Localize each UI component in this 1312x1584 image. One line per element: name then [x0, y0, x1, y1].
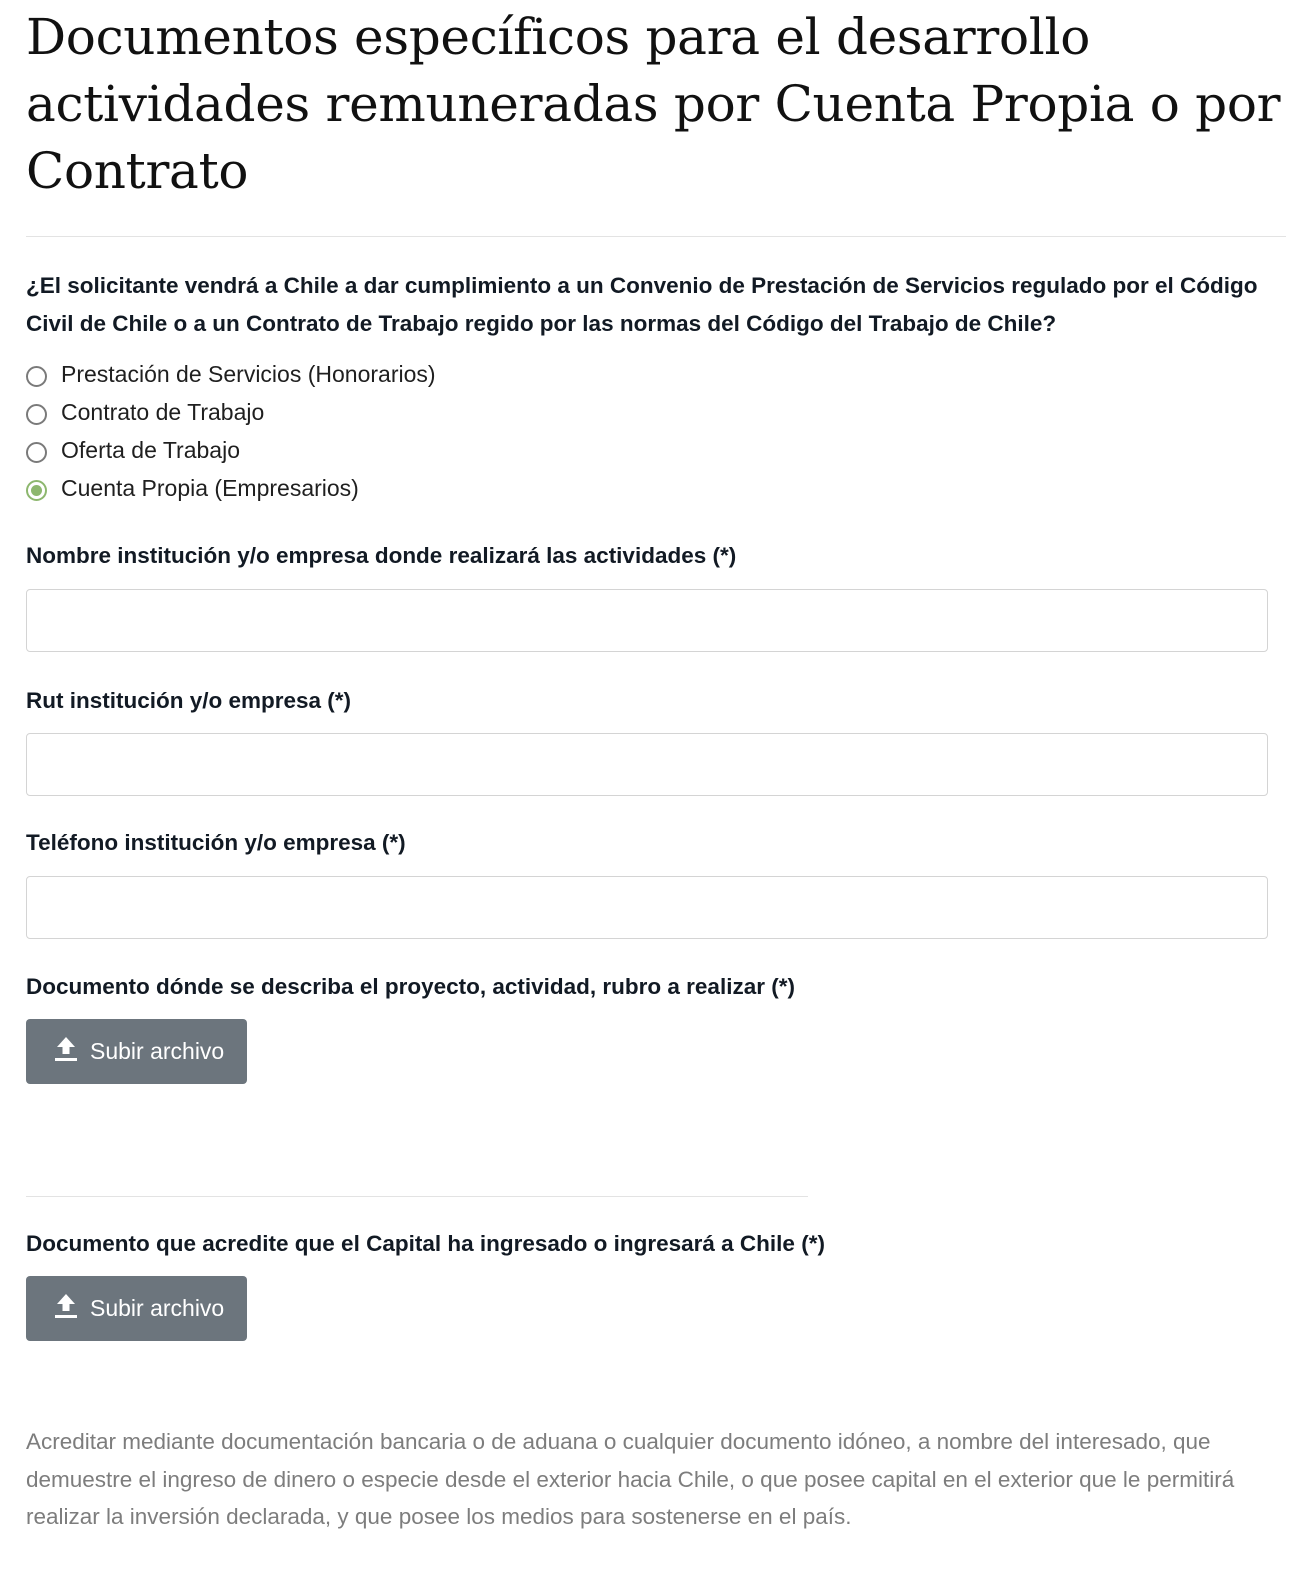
company-rut-input[interactable]	[26, 733, 1268, 796]
upload-button-label: Subir archivo	[90, 1038, 225, 1064]
company-rut-label: Rut institución y/o empresa (*)	[26, 688, 352, 713]
project-doc-label: Documento dónde se describa el proyecto, actividad, rubro a realizar (*)	[26, 974, 795, 999]
project-doc-upload-button[interactable]	[26, 1019, 247, 1084]
radio-button-checked[interactable]	[26, 480, 47, 501]
company-name-label: Nombre institución y/o empresa donde realizará las actividades (*)	[26, 543, 737, 568]
radio-option-oferta-trabajo[interactable]	[26, 431, 1286, 469]
capital-doc-upload-button[interactable]	[26, 1276, 247, 1341]
contract-type-question: ¿El solicitante vendrá a Chile a dar cumplimiento a un Convenio de Prestación de Servicios regulado por el Código Civil de Chile o a un Contrato de Trabajo regido por las normas del Código del Trabajo de Chile?	[26, 273, 1258, 336]
section-divider	[26, 1196, 808, 1197]
radio-label: Oferta de Trabajo	[61, 436, 240, 463]
contract-type-radio-group	[26, 355, 1286, 507]
radio-option-contrato-trabajo[interactable]	[26, 393, 1286, 431]
radio-button[interactable]	[26, 404, 47, 425]
radio-label: Prestación de Servicios (Honorarios)	[61, 360, 436, 387]
radio-label: Contrato de Trabajo	[61, 398, 265, 425]
company-phone-label: Teléfono institución y/o empresa (*)	[26, 830, 406, 855]
title-divider	[26, 236, 1286, 237]
radio-button[interactable]	[26, 442, 47, 463]
radio-option-cuenta-propia[interactable]	[26, 469, 1286, 507]
company-name-input[interactable]	[26, 589, 1268, 652]
company-phone-input[interactable]	[26, 876, 1268, 939]
upload-icon	[54, 1036, 78, 1062]
page-title: Documentos específicos para el desarrollo actividades remuneradas por Cuenta Propia o por Contrato	[26, 8, 1281, 200]
capital-doc-label: Documento que acredite que el Capital ha ingresado o ingresará a Chile (*)	[26, 1231, 825, 1256]
radio-label: Cuenta Propia (Empresarios)	[61, 474, 359, 501]
capital-doc-help-text: Acreditar mediante documentación bancaria o de aduana o cualquier documento idóneo, a nombre del interesado, que demuestre el ingreso de dinero o especie desde el exterior hacia Chile, o que posee capital en el exterior que le permitirá realizar la inversión declarada, y que posee los medios para sostenerse en el país.	[26, 1429, 1235, 1529]
radio-option-honorarios[interactable]	[26, 355, 1286, 393]
radio-button[interactable]	[26, 366, 47, 387]
upload-button-label: Subir archivo	[90, 1295, 225, 1321]
upload-icon	[54, 1293, 78, 1319]
